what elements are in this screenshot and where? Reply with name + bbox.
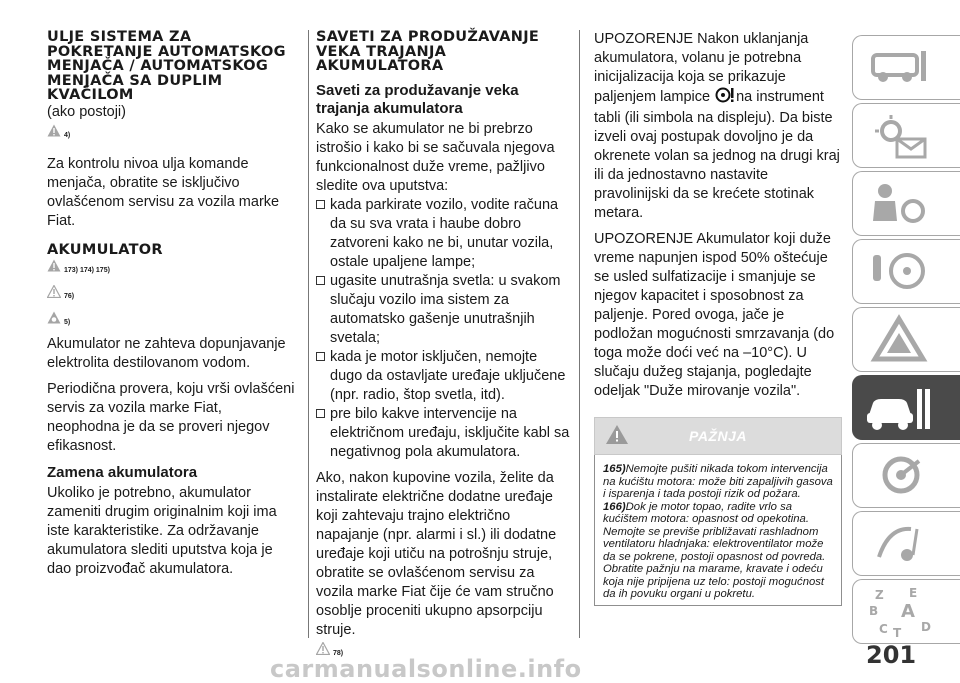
ref-number: 173) 174) 175): [64, 267, 110, 274]
list-item: ugasite unutrašnja svetla: u svakom slučaju vozilo ima sistem za automatsko gašenje unutrašnjih svetala;: [316, 272, 570, 348]
warning-item: 166)Dok je motor topao, radite vrlo sa kućištem motora: opasnost od opekotina. Nemojte se previše približavati rashladnom ventilatoru hladnjaka: elektroventilator može da se pokrene, postoji opasnost od povreda. Obratite pažnju na marame, kravate i odeću koja nije pripijena uz telo: postoji mogućnost da ih povuku organi u pokretu.: [603, 500, 826, 600]
steering-wheel-icon: [861, 245, 941, 300]
tab-warning-lights[interactable]: [852, 103, 960, 168]
paragraph: Akumulator ne zahteva dopunjavanje elektrolita destilovanom vodom.: [47, 336, 286, 371]
safety-seat-icon: [861, 177, 941, 232]
column-1: [47, 30, 297, 579]
tab-maintenance[interactable]: [852, 375, 960, 440]
checkbox-bullet-icon: [316, 200, 325, 209]
ref-number: 76): [64, 293, 75, 300]
paragraph: Ukoliko je potrebno, akumulator zameniti drugim originalnim koji ima iste karakteristike. Za održavanje akumulatora slediti uputstva koja je dao proizvođač akumulatora.: [47, 485, 277, 577]
alphabetical-index-icon: [861, 585, 941, 640]
subsection-title: Saveti za produžavanje veka trajanja akumulatora: [316, 81, 519, 117]
tab-safety[interactable]: [852, 171, 960, 236]
index-letter: B: [869, 604, 879, 618]
caution-triangle-icon: [316, 642, 330, 655]
paragraph: Ako, nakon kupovine vozila, želite da instalirate električne dodatne uređaje koji zahtevaju trajno električno napajanje (npr. alarmi i sl.) ili dodatne uređaje koji utiču na potrošnju struje, obratite se ovlašćenom servisu za vozila marke Fiat čije će vam stručno osoblje proceniti ukupno apsorpciju struje.: [316, 469, 557, 638]
ref-number: 78): [333, 649, 344, 657]
warning-ref: [47, 124, 297, 148]
tab-index[interactable]: [852, 579, 960, 644]
car-maintenance-icon: [861, 381, 941, 436]
checkbox-bullet-icon: [316, 409, 325, 418]
column-divider: [579, 30, 580, 638]
warning-triangle-icon: [47, 259, 61, 272]
column-divider: [308, 30, 309, 638]
caution-triangle-icon: [47, 285, 61, 298]
warning-ref: [47, 259, 297, 283]
list-item: kada je motor isključen, nemojte dugo da ostavljate uređaje uključene (npr. radio, štop svetla, itd).: [316, 348, 570, 405]
subsection-title: Zamena akumulatora: [47, 464, 198, 481]
environment-ref: [47, 311, 297, 335]
environment-icon: [47, 311, 61, 324]
section-subtitle: (ako postoji): [47, 103, 126, 120]
checkbox-bullet-icon: [316, 352, 325, 361]
list-item: kada parkirate vozilo, vodite računa da su sva vrata i haube dobro zatvoreni kako ne bi, unutar vozila, ostale upaljene lampe;: [316, 196, 570, 272]
column-2: [316, 30, 570, 666]
warning-box-title: PAŽNJA: [689, 428, 747, 444]
warning-item: 165)Nemojte pušiti nikada tokom intervencija na kućištu motora: može biti zapaljivih gasova i isparenja i tada postoji rizik od požara.: [603, 463, 833, 500]
multimedia-icon: [861, 517, 941, 572]
notice-paragraph: UPOZORENJE Nakon uklanjanja akumulatora, volanu je potrebna inicijalizacija koja se prikazuje paljenjem lampice na instrument tabli (ili simbola na displeju). Da biste izveli ovaj postupak dovoljno je da okrenete volan sa jednog na drugi kraj ili da jednostavno nastavite pravolinijski da se krećete stotinak metara.: [594, 31, 840, 221]
paragraph: Za kontrolu nivoa ulja komande menjača, obratite se isključivo ovlašćenom servisu za vozila marke Fiat.: [47, 155, 280, 229]
tab-starting-driving[interactable]: [852, 239, 960, 304]
index-letter: A: [901, 601, 915, 622]
notice-paragraph: UPOZORENJE Akumulator koji duže vreme napunjen ispod 50% oštećuje se usled sulfatizacije i smanjuje se njegov kapacitet i sposobnost za paljenje. Pored ovoga, jače je podložan mogućnosti smrzavanja (do toga može doći već na –10°C). U slučaju dužeg stajanja, pogledajte odeljak "Duže mirovanje vozila".: [594, 231, 835, 399]
section-title-battery-tips: SAVETI ZA PRODUŽAVANJE VEKA TRAJANJA AKUMULATORA: [316, 29, 540, 74]
technical-data-icon: [861, 449, 941, 504]
index-letter: T: [893, 626, 902, 640]
warning-lights-icon: [861, 109, 941, 164]
index-letter: D: [921, 620, 931, 634]
car-info-icon: [861, 41, 941, 96]
ref-number: 4): [64, 131, 71, 139]
warning-box-body: [594, 455, 842, 606]
tab-technical-data[interactable]: [852, 443, 960, 508]
index-letter: C: [879, 622, 888, 636]
section-title-battery: AKUMULATOR: [47, 241, 163, 258]
paragraph: Kako se akumulator ne bi prebrzo istrošio i kako bi se sačuvala njegova funkcionalnost duže vreme, pažljivo sledite ova uputstva:: [316, 120, 555, 194]
index-letter: Z: [875, 588, 884, 602]
caution-ref: [47, 285, 297, 309]
warning-box-header: [594, 417, 842, 455]
section-title-gearbox-oil: ULJE SISTEMA ZA POKRETANJE AUTOMATSKOG MENJAČA / AUTOMATSKOG MENJAČA SA DUPLIM KVAČILOM: [47, 29, 286, 103]
tab-multimedia[interactable]: [852, 511, 960, 576]
ref-number: 5): [64, 319, 71, 326]
steering-warning-lamp-icon: [714, 87, 736, 109]
watermark: carmanualsonline.info: [270, 655, 582, 683]
paragraph: Periodična provera, koju vrši ovlašćeni servis za vozila marke Fiat, neophodna je da se proveri njegov efikasnost.: [47, 381, 295, 454]
warning-triangle-icon: [47, 124, 61, 137]
tab-emergency[interactable]: [852, 307, 960, 372]
index-letter: E: [909, 586, 918, 600]
checkbox-bullet-icon: [316, 276, 325, 285]
tab-car-info[interactable]: [852, 35, 960, 100]
list-item: pre bilo kakve intervencije na električnom uređaju, isključite kabl sa negativnog pola akumulatora.: [316, 405, 570, 462]
column-3: [594, 30, 842, 606]
emergency-triangle-icon: [861, 313, 941, 368]
page-number: 201: [866, 641, 917, 669]
